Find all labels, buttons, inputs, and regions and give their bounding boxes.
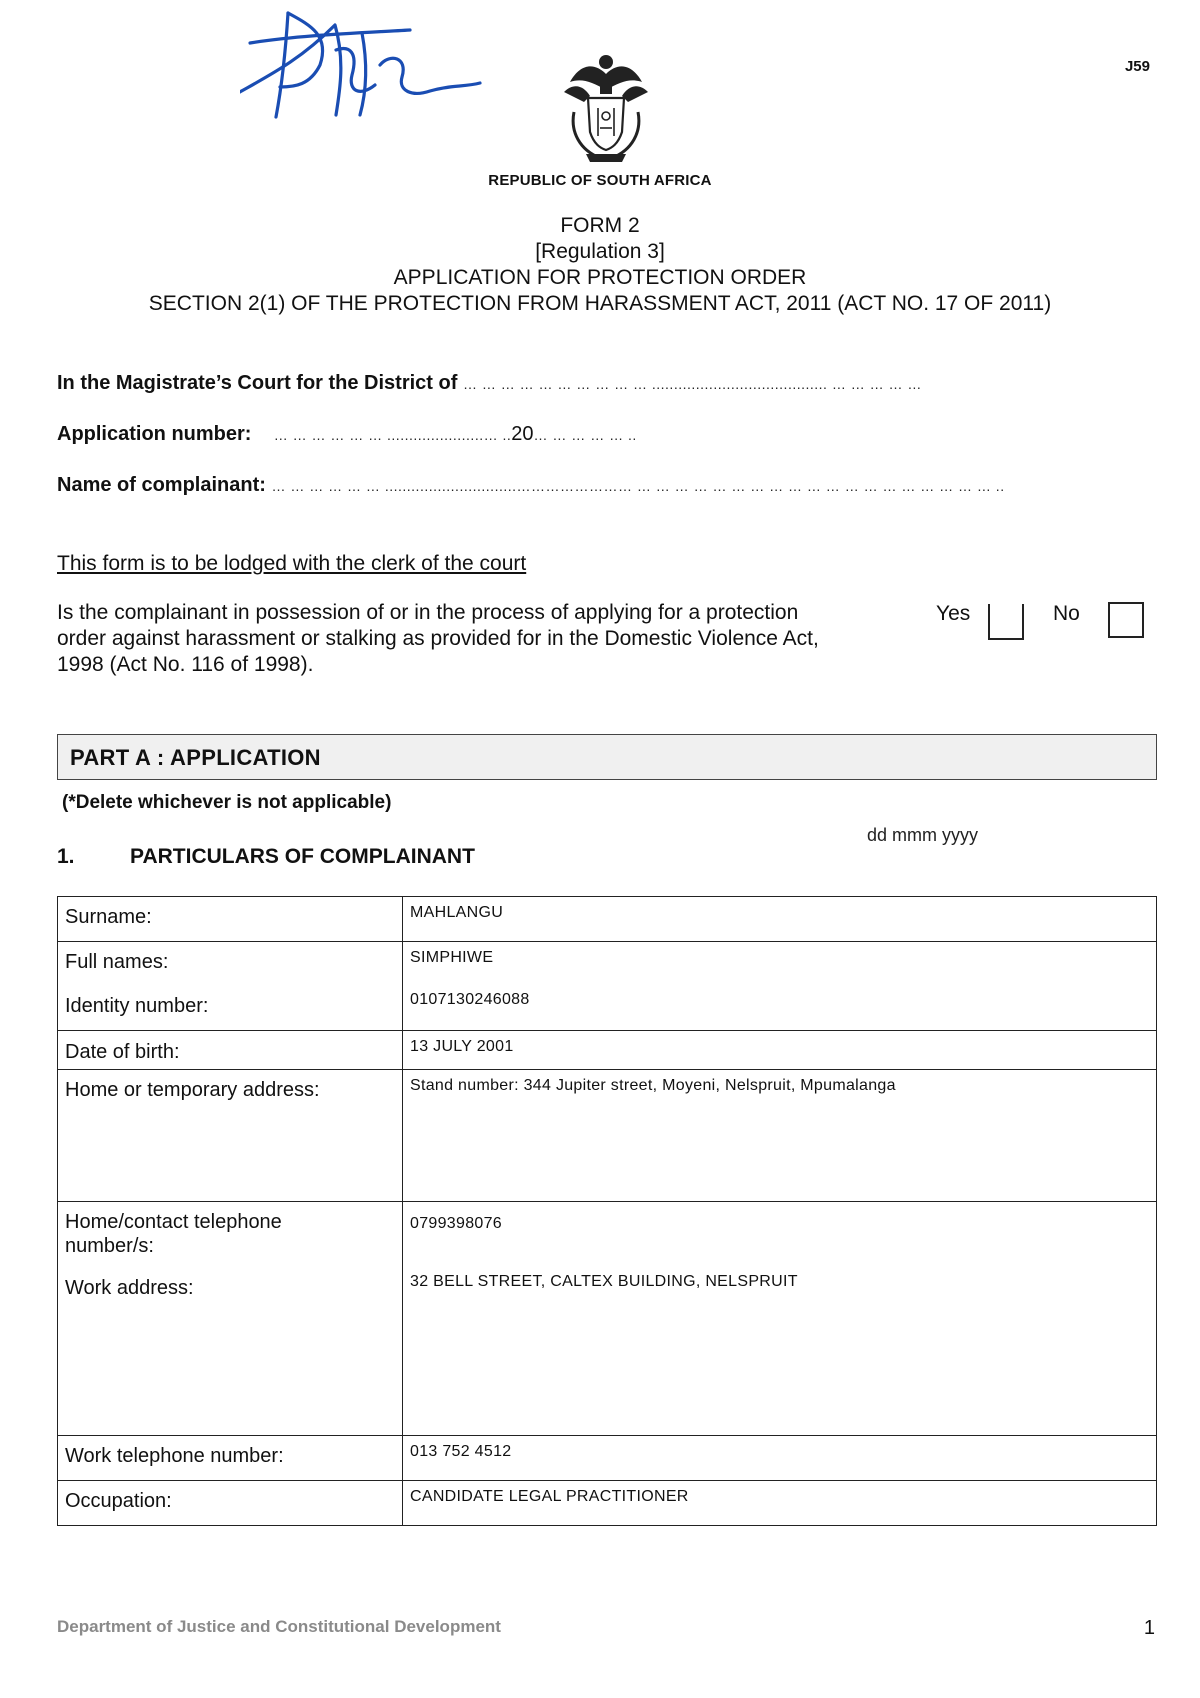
form-title: APPLICATION FOR PROTECTION ORDER [393, 266, 807, 289]
coat-of-arms-emblem [560, 52, 652, 164]
date-format-hint: dd mmm yyyy [867, 825, 979, 845]
surname-label: Surname: [65, 906, 152, 928]
complainant-name-label: Name of complainant: [57, 474, 266, 496]
application-year: 20 [511, 423, 534, 445]
application-year-field[interactable]: … … … … … .. [533, 427, 637, 443]
identity-number-label: Identity number: [65, 995, 209, 1017]
table-row [58, 942, 1157, 1031]
work-phone-label: Work telephone number: [65, 1445, 284, 1467]
dob-label: Date of birth: [65, 1041, 180, 1063]
complainant-particulars-table [57, 896, 1157, 1526]
work-address-label: Work address: [65, 1277, 194, 1299]
part-a-title: PART A : APPLICATION [70, 745, 321, 770]
home-address-field[interactable] [403, 1070, 1157, 1202]
table-row [58, 1031, 1157, 1070]
section-number: 1. [57, 845, 75, 868]
occupation-field[interactable] [403, 1481, 1157, 1526]
court-district-label: In the Magistrate’s Court for the District of [57, 372, 458, 394]
occupation-label: Occupation: [65, 1490, 172, 1512]
occupation-value: CANDIDATE LEGAL PRACTITIONER [410, 1488, 689, 1505]
regulation: [Regulation 3] [535, 240, 665, 263]
surname-field[interactable] [403, 897, 1157, 942]
dob-value: 13 JULY 2001 [410, 1038, 514, 1055]
table-row [58, 1481, 1157, 1526]
table-row [58, 1436, 1157, 1481]
complainant-name-line [57, 474, 1005, 497]
dob-field[interactable] [403, 1031, 1157, 1070]
table-row [58, 897, 1157, 942]
yes-checkbox[interactable] [988, 604, 1024, 640]
full-names-label: Full names: [65, 951, 169, 973]
contact-work-address-field[interactable] [403, 1202, 1157, 1436]
page-number: 1 [1143, 1617, 1155, 1639]
work-phone-value: 013 752 4512 [410, 1443, 512, 1460]
form-number: FORM 2 [560, 214, 640, 237]
delete-note: (*Delete whichever is not applicable) [62, 792, 392, 813]
republic-caption: REPUBLIC OF SOUTH AFRICA [488, 172, 712, 189]
full-names-identity-field[interactable] [403, 942, 1157, 1031]
signature [240, 5, 500, 130]
yes-label: Yes [936, 602, 971, 625]
table-row [58, 1070, 1157, 1202]
footer-department: Department of Justice and Constitutional Development [57, 1617, 501, 1636]
part-a-header [57, 734, 1157, 780]
application-number-field[interactable]: … … … … … … ......................… .. [273, 427, 512, 443]
work-address-value: 32 BELL STREET, CALTEX BUILDING, NELSPRUIT [410, 1273, 798, 1290]
surname-value: MAHLANGU [410, 904, 504, 921]
no-checkbox[interactable] [1108, 602, 1144, 638]
home-address-label: Home or temporary address: [65, 1079, 320, 1101]
full-names-value: SIMPHIWE [410, 949, 494, 966]
home-phone-value: 0799398076 [410, 1215, 502, 1232]
work-phone-field[interactable] [403, 1436, 1157, 1481]
complainant-name-field[interactable]: … … … … … … ..............................…………………… … … … … … … … … … … … … … … … … … … … .. [271, 478, 1005, 494]
application-number-label: Application number: [57, 423, 252, 445]
court-district-field[interactable]: … … … … … … … … … … ........................................ … … … … … [462, 376, 922, 392]
act-section: SECTION 2(1) OF THE PROTECTION FROM HARASSMENT ACT, 2011 (ACT NO. 17 OF 2011) [148, 292, 1052, 315]
home-address-value: Stand number: 344 Jupiter street, Moyeni, Nelspruit, Mpumalanga [410, 1077, 896, 1094]
possession-question: Is the complainant in possession of or in the process of applying for a protection order against harassment or stalking as provided for in the Domestic Violence Act, 1998 (Act No. 116 of 1998). [57, 601, 819, 676]
section-title: PARTICULARS OF COMPLAINANT [130, 845, 475, 868]
lodge-note: This form is to be lodged with the clerk of the court [57, 552, 527, 575]
table-row [58, 1202, 1157, 1436]
court-district-line [57, 372, 922, 395]
home-phone-label: Home/contact telephone number/s: [65, 1211, 282, 1257]
no-label: No [1053, 602, 1080, 625]
form-code: J59 [1124, 58, 1150, 75]
application-number-line [57, 423, 637, 446]
identity-number-value: 0107130246088 [410, 991, 530, 1008]
